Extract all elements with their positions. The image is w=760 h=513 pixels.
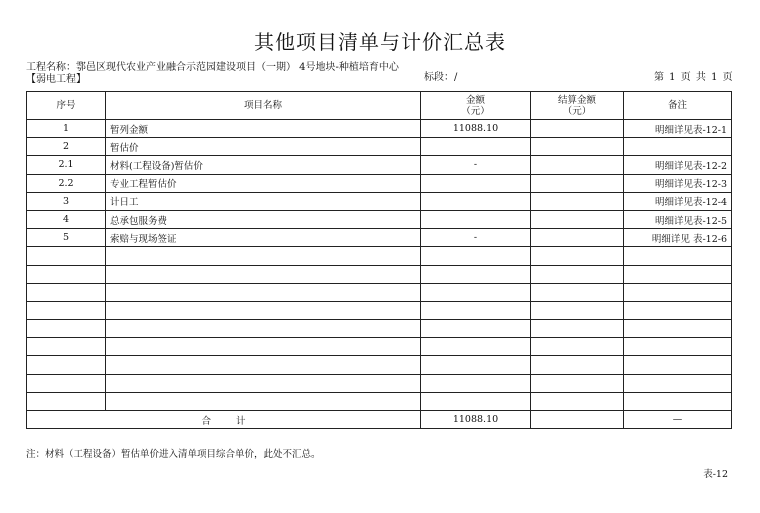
total-label: 合 计 (27, 411, 421, 429)
row-settle (531, 138, 624, 156)
empty-cell (624, 374, 732, 392)
table-row (27, 174, 732, 192)
row-settle (531, 120, 624, 138)
row-name: 索赔与现场签证 (106, 229, 421, 247)
empty-cell (624, 283, 732, 301)
table-row (27, 120, 732, 138)
row-remark: 明细详见表-12-1 (624, 120, 732, 138)
empty-cell (27, 265, 106, 283)
empty-row (27, 247, 732, 265)
header-amount (421, 92, 531, 120)
empty-cell (27, 374, 106, 392)
row-name: 暂列金额 (106, 120, 421, 138)
project-name: 工程名称：鄠邑区现代农业产业融合示范园建设项目（一期） 4号地块-种植培育中心 【弱电工程】 (26, 62, 399, 85)
empty-cell (421, 247, 531, 265)
empty-row (27, 283, 732, 301)
row-amount: - (421, 156, 531, 174)
row-amount (421, 138, 531, 156)
table-row (27, 229, 732, 247)
row-remark: 明细详见表-12-2 (624, 156, 732, 174)
empty-cell (421, 392, 531, 410)
row-amount: - (421, 229, 531, 247)
empty-cell (624, 320, 732, 338)
empty-cell (106, 320, 421, 338)
total-row (27, 411, 732, 429)
empty-cell (27, 301, 106, 319)
form-number: 表-12 (703, 469, 728, 480)
empty-row (27, 374, 732, 392)
empty-cell (421, 301, 531, 319)
empty-cell (421, 338, 531, 356)
header-name: 项目名称 (106, 92, 421, 120)
summary-table (26, 91, 732, 429)
empty-row (27, 265, 732, 283)
row-settle (531, 192, 624, 210)
row-name: 计日工 (106, 192, 421, 210)
empty-row (27, 301, 732, 319)
empty-cell (27, 392, 106, 410)
table-row (27, 192, 732, 210)
row-remark (624, 138, 732, 156)
row-settle (531, 229, 624, 247)
header-amount-line1: 金额 (465, 94, 485, 106)
page-title: 其他项目清单与计价汇总表 (254, 30, 506, 54)
row-amount: 11088.10 (421, 120, 531, 138)
header-settle-line2: （元） (562, 105, 592, 117)
table-row (27, 210, 732, 228)
row-name: 总承包服务费 (106, 210, 421, 228)
row-remark: 明细详见表-12-3 (624, 174, 732, 192)
row-settle (531, 210, 624, 228)
empty-cell (106, 392, 421, 410)
empty-cell (27, 356, 106, 374)
empty-cell (421, 356, 531, 374)
header-seq: 序号 (27, 92, 106, 120)
empty-cell (531, 247, 624, 265)
header-settle (531, 92, 624, 120)
row-settle (531, 174, 624, 192)
row-seq: 2 (27, 138, 106, 156)
empty-cell (106, 338, 421, 356)
row-name: 材料(工程设备)暂估价 (106, 156, 421, 174)
empty-cell (27, 320, 106, 338)
empty-cell (421, 265, 531, 283)
header-remark: 备注 (624, 92, 732, 120)
empty-cell (106, 265, 421, 283)
section-label: 标段：/ (424, 72, 458, 83)
empty-cell (624, 301, 732, 319)
empty-cell (531, 301, 624, 319)
header-settle-line1: 结算金额 (557, 94, 596, 106)
empty-cell (27, 338, 106, 356)
table-header-row (27, 92, 732, 120)
empty-cell (531, 374, 624, 392)
empty-cell (624, 265, 732, 283)
row-seq: 1 (27, 120, 106, 138)
empty-cell (421, 283, 531, 301)
row-remark: 明细详见 表-12-6 (624, 229, 732, 247)
empty-cell (624, 338, 732, 356)
row-name: 专业工程暂估价 (106, 174, 421, 192)
footnote: 注：材料（工程设备）暂估单价进入清单项目综合单价，此处不汇总。 (26, 449, 321, 460)
header-amount-line2: （元） (461, 105, 490, 117)
row-seq: 2.1 (27, 156, 106, 174)
empty-cell (106, 356, 421, 374)
empty-cell (27, 283, 106, 301)
empty-row (27, 338, 732, 356)
total-remark: — (624, 411, 732, 429)
empty-cell (624, 392, 732, 410)
row-remark: 明细详见表-12-5 (624, 210, 732, 228)
total-amount: 11088.10 (421, 411, 531, 429)
empty-cell (106, 301, 421, 319)
page-info: 第 1 页 共 1 页 (654, 72, 733, 83)
row-seq: 3 (27, 192, 106, 210)
empty-cell (27, 247, 106, 265)
row-seq: 2.2 (27, 174, 106, 192)
table-row (27, 138, 732, 156)
row-seq: 5 (27, 229, 106, 247)
empty-cell (421, 320, 531, 338)
empty-row (27, 320, 732, 338)
empty-cell (531, 320, 624, 338)
row-amount (421, 210, 531, 228)
empty-cell (531, 338, 624, 356)
empty-cell (624, 247, 732, 265)
empty-cell (106, 283, 421, 301)
empty-cell (531, 283, 624, 301)
row-amount (421, 174, 531, 192)
empty-row (27, 356, 732, 374)
row-seq: 4 (27, 210, 106, 228)
empty-cell (531, 392, 624, 410)
empty-cell (624, 356, 732, 374)
empty-cell (106, 374, 421, 392)
row-name: 暂估价 (106, 138, 421, 156)
table-row (27, 156, 732, 174)
empty-cell (421, 374, 531, 392)
row-remark: 明细详见表-12-4 (624, 192, 732, 210)
empty-row (27, 392, 732, 410)
row-amount (421, 192, 531, 210)
row-settle (531, 156, 624, 174)
empty-cell (531, 356, 624, 374)
empty-cell (531, 265, 624, 283)
total-settle (531, 411, 624, 429)
empty-cell (106, 247, 421, 265)
